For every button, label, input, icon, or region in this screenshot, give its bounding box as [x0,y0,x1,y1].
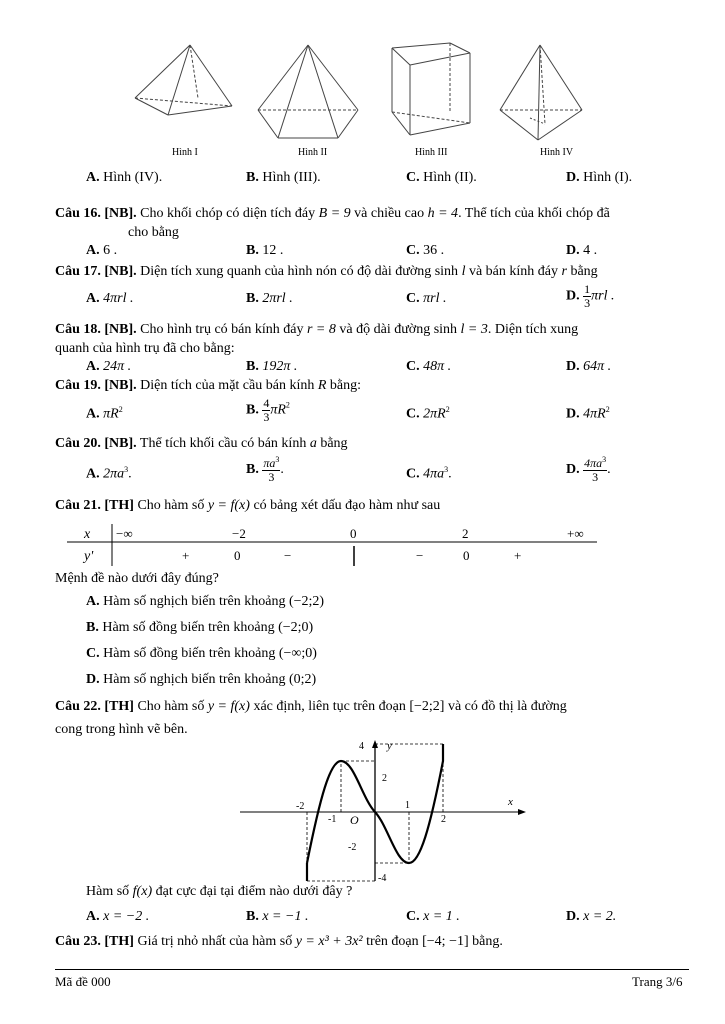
q17-option-c: C. πrl . [406,291,447,306]
q17-stem: Câu 17. [NB]. Diện tích xung quanh của hình nón có độ dài đường sinh l và bán kính đáy r bằng [55,264,598,279]
graph-tick-y2: 2 [382,773,387,784]
graph-x-label: x [508,796,513,808]
q23-stem: Câu 23. [TH] Giá trị nhỏ nhất của hàm số y = x³ + 3x² trên đoạn [−4; −1] bằng. [55,934,503,949]
sign-table-sign-3: − [416,548,424,563]
q19-stem: Câu 19. [NB]. Diện tích của mặt cầu bán kính R bằng: [55,378,362,393]
q18-stem-cont: quanh của hình trụ đã cho bằng: [55,341,235,356]
function-graph [238,738,528,883]
graph-y-label: y [387,740,392,752]
q20-option-c: C. $4\pi a^3$. [406,465,452,482]
q15-option-a: A. Hình (IV). [86,170,163,185]
solid-figure-3 [392,43,470,135]
figure-label-1: Hình I [172,147,198,158]
q16-option-c: C. 36 . [406,243,445,258]
sign-table-x-2: 0 [350,526,357,541]
sign-table-x-head: x [84,527,91,542]
solid-figure-2 [258,45,358,138]
q17-option-d: D. $\frac{1}{3}$ πrl . [566,282,615,310]
q17-option-a: A. 4πrl . [86,291,134,306]
q19-option-c: C. $2\pi R^2$ [406,405,450,422]
q15-option-b: B. Hình (III). [246,170,321,185]
footer-rule [55,969,689,970]
q22-option-b: B. x = −1 . [246,909,309,924]
figure-label-3: Hình III [415,147,448,158]
graph-tick-y4: 4 [359,741,364,752]
footer-page-number: Trang 3/6 [632,974,683,989]
q20-stem: Câu 20. [NB]. Thể tích khối cầu có bán kính a bằng [55,436,348,451]
q17-option-b: B. 2πrl . [246,291,293,306]
sign-table-x-4: +∞ [567,526,584,541]
q16-stem-cont: cho bằng [128,225,179,240]
q18-stem: Câu 18. [NB]. Cho hình trụ có bán kính đáy r = 8 và độ dài đường sinh l = 3. Diện tích xung [55,322,579,337]
q19-option-b: B. $\frac{4}{3}$ $\pi R^2$ [246,396,290,424]
graph-tick-ym4: -4 [378,873,387,883]
sign-table-sign-2: − [284,548,292,563]
q22-stem-cont: cong trong hình vẽ bên. [55,722,188,737]
figure-label-2: Hình II [298,147,328,158]
graph-tick-xm1: -1 [328,814,337,825]
figure-label-4: Hình IV [540,147,574,158]
graph-origin-label: O [350,813,359,827]
sign-table-sign-0: + [182,548,190,563]
q21-question: Mệnh đề nào dưới đây đúng? [55,571,219,586]
q21-option-c: C. Hàm số đồng biến trên khoảng (−∞;0) [86,646,317,661]
q21-stem: Câu 21. [TH] Cho hàm số y = f(x) có bảng xét dấu đạo hàm như sau [55,498,441,513]
solid-figure-1 [135,45,232,115]
q18-option-c: C. 48π . [406,359,452,374]
sign-table-x-0: −∞ [116,526,133,541]
q22-option-c: C. x = 1 . [406,909,460,924]
q18-option-b: B. 192π . [246,359,298,374]
q22-question: Hàm số f(x) đạt cực đại tại điểm nào dưới đây ? [86,884,353,899]
q21-option-a: A. Hàm số nghịch biến trên khoảng (−2;2) [86,594,325,609]
sign-table-sign-4: 0 [463,548,470,563]
q16-option-d: D. 4 . [566,243,598,258]
q22-option-a: A. x = −2 . [86,909,150,924]
sign-table-x-1: −2 [232,526,246,541]
sign-table [62,522,602,568]
q18-option-a: A. 24π . [86,359,132,374]
q22-stem: Câu 22. [TH] Cho hàm số y = f(x) xác định, liên tục trên đoạn [−2;2] và có đồ thị là đường [55,699,567,714]
q20-option-a: A. $2\pi a^3$. [86,465,132,482]
q21-option-b: B. Hàm số đồng biến trên khoảng (−2;0) [86,620,314,635]
q16-option-b: B. 12 . [246,243,284,258]
sign-table-sign-5: + [514,548,522,563]
q15-option-c: C. Hình (II). [406,170,477,185]
graph-tick-x1: 1 [405,800,410,811]
q20-option-b: B. $\frac{\pi a^3}{3}$ . [246,455,284,484]
q16-option-a: A. 6 . [86,243,118,258]
graph-tick-ym2: -2 [348,842,357,853]
q20-option-d: D. $\frac{4\pi a^3}{3}$ . [566,455,611,484]
sign-table-y-head: y' [84,549,94,564]
sign-table-x-3: 2 [462,526,469,541]
q15-option-d: D. Hình (I). [566,170,633,185]
graph-tick-xm2: -2 [296,801,305,812]
solid-figure-4 [500,45,582,140]
sign-table-sign-1: 0 [234,548,241,563]
q19-option-a: A. $\pi R^2$ [86,405,123,422]
graph-tick-x2: 2 [441,814,446,825]
footer-exam-code: Mã đề 000 [55,974,111,989]
q16-stem: Câu 16. [NB]. Cho khối chóp có diện tích đáy B = 9 và chiều cao h = 4. Thể tích của khối chóp đã [55,206,610,221]
q22-option-d: D. x = 2. [566,909,617,924]
q18-option-d: D. 64π . [566,359,612,374]
q21-option-d: D. Hàm số nghịch biến trên khoảng (0;2) [86,672,317,687]
q19-option-d: D. $4\pi R^2$ [566,405,610,422]
